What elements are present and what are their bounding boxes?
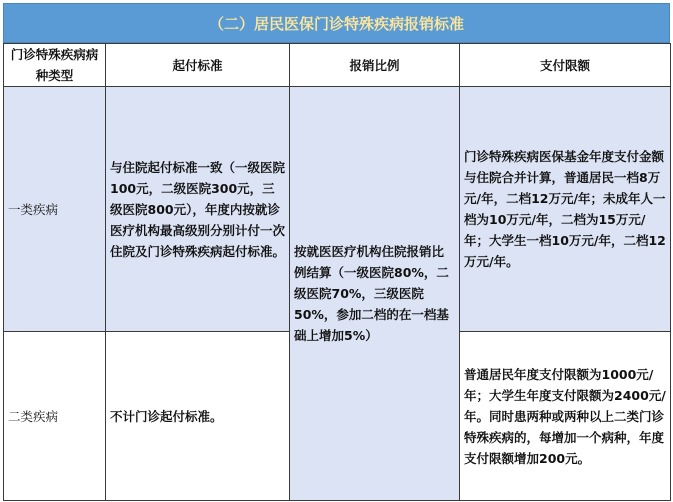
limit-cell: 门诊特殊疾病医保基金年度支付金额与住院合并计算，普通居民一档8万元/年，二档12万元/年；未成年人一档为10万元/年，二档为15万元/年；大学生一档10万元/年，二档12万元/年。 [460, 87, 671, 332]
header-ratio: 报销比例 [290, 44, 460, 87]
ratio-cell: 按就医医疗机构住院报销比例结算（一级医院80%，二级医院70%，三级医院50%，参加二档的在一档基础上增加5%） [290, 87, 460, 501]
header-limit: 支付限额 [460, 44, 671, 87]
limit-cell: 普通居民年度支付限额为1000元/年；大学生年度支付限额为2400元/年。同时患两种或两种以上二类门诊特殊疾病的，每增加一个病种，年度支付限额增加200元。 [460, 332, 671, 501]
deductible-cell: 不计门诊起付标准。 [106, 332, 290, 501]
deductible-cell: 与住院起付标准一致（一级医院100元，二级医院300元，三级医院800元），年度内按就诊医疗机构最高级别分别计付一次住院及门诊特殊疾病起付标准。 [106, 87, 290, 332]
table-row [4, 87, 671, 332]
header-disease-type: 门诊特殊疾病病种类型 [4, 44, 106, 87]
disease-type-cell: 一类疾病 [4, 87, 106, 332]
header-row [4, 44, 671, 87]
reimbursement-table [3, 43, 671, 501]
table-title: （二）居民医保门诊特殊疾病报销标准 [3, 3, 670, 43]
header-deductible: 起付标准 [106, 44, 290, 87]
disease-type-cell: 二类疾病 [4, 332, 106, 501]
policy-document [3, 3, 670, 499]
